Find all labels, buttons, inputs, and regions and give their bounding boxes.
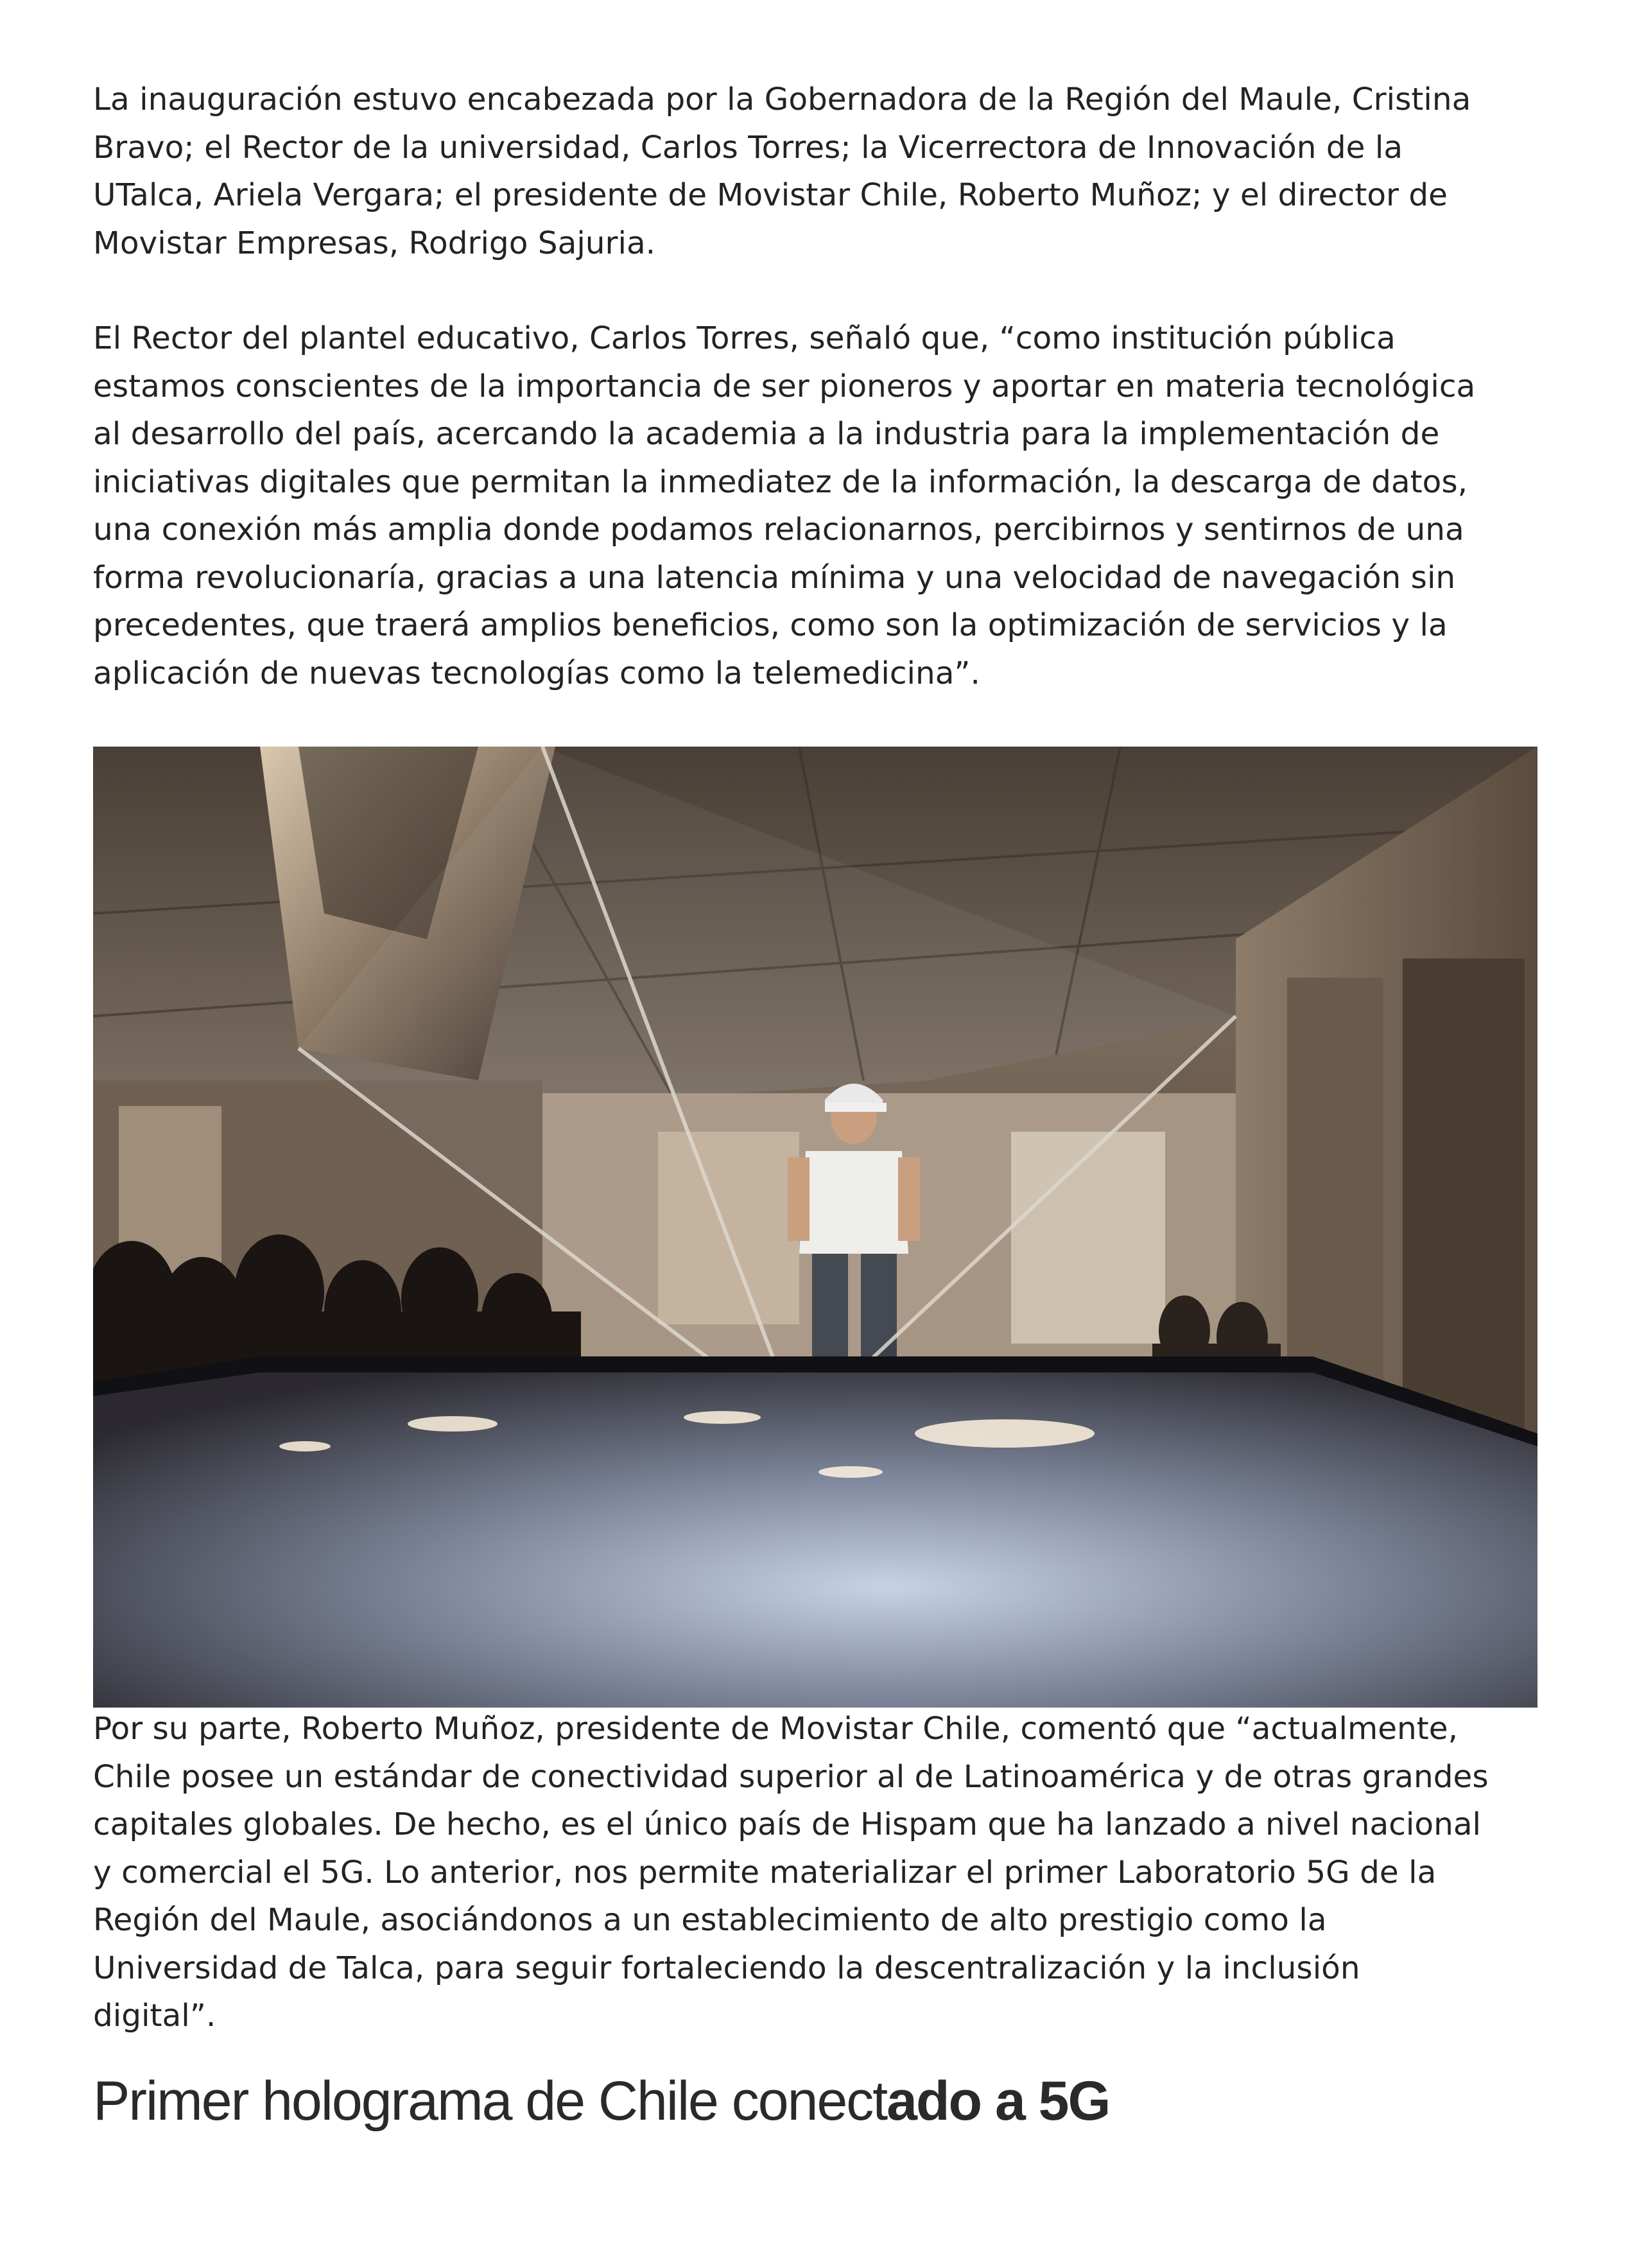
text-line: Bravo; el Rector de la universidad, Carlos Torres; la Vicerrectora de Innovación de la (93, 129, 1403, 166)
heading-bold-part: ado a 5G (887, 2070, 1110, 2132)
text-line: digital”. (93, 1998, 216, 2034)
hologram-photo (93, 747, 1537, 1708)
text-line: capitales globales. De hecho, es el único país de Hispam que ha lanzado a nivel nacional (93, 1806, 1482, 1842)
text-line: y comercial el 5G. Lo anterior, nos permite materializar el primer Laboratorio 5G de la (93, 1854, 1437, 1891)
text-line: una conexión más amplia donde podamos relacionarnos, percibirnos y sentirnos de una (93, 512, 1464, 548)
paragraph-movistar-quote (93, 1705, 1544, 2040)
text-line: iniciativas digitales que permitan la inmediatez de la información, la descarga de datos, (93, 463, 1468, 500)
text-line: Universidad de Talca, para seguir fortaleciendo la descentralización y la inclusión (93, 1950, 1360, 1986)
text-line: La inauguración estuvo encabezada por la Gobernadora de la Región del Maule, Cristina (93, 82, 1471, 117)
section-heading (93, 2066, 1109, 2136)
text-line: UTalca, Ariela Vergara; el presidente de Movistar Chile, Roberto Muñoz; y el director de (93, 177, 1448, 213)
text-line: Movistar Empresas, Rodrigo Sajuria. (93, 225, 656, 261)
paragraph-rector-quote (93, 315, 1544, 697)
heading-regular-part: Primer holograma de Chile conect (93, 2070, 887, 2132)
text-line: aplicación de nuevas tecnologías como la telemedicina”. (93, 655, 980, 691)
text-line: al desarrollo del país, acercando la academia a la industria para la implementación de (93, 416, 1440, 452)
paragraph-inauguration (93, 76, 1544, 267)
text-line: Por su parte, Roberto Muñoz, presidente de Movistar Chile, comentó que “actualmente, (93, 1711, 1459, 1747)
text-line: estamos conscientes de la importancia de ser pioneros y aportar en materia tecnológica (93, 368, 1476, 404)
text-line: forma revolucionaría, gracias a una latencia mínima y una velocidad de navegación sin (93, 559, 1456, 596)
text-line: precedentes, que traerá amplios beneficios, como son la optimización de servicios y la (93, 607, 1448, 643)
text-line: El Rector del plantel educativo, Carlos Torres, señaló que, “como institución pública (93, 320, 1396, 356)
text-line: Chile posee un estándar de conectividad superior al de Latinoamérica y de otras grandes (93, 1758, 1489, 1795)
hologram-photo-illustration (93, 747, 1537, 1708)
text-line: Región del Maule, asociándonos a un establecimiento de alto prestigio como la (93, 1902, 1327, 1938)
